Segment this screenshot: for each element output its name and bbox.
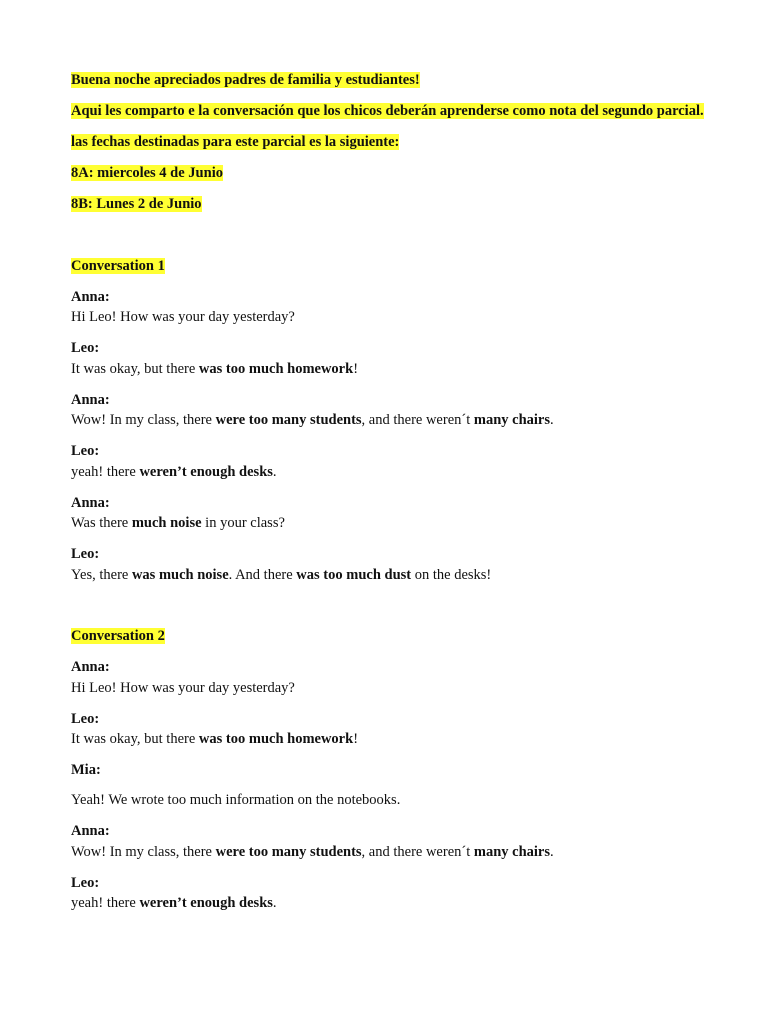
- dialogue-line: [71, 307, 711, 328]
- date-8a-text: 8A: miercoles 4 de Junio: [71, 165, 223, 181]
- line-text: .: [550, 843, 554, 860]
- intro-section: [71, 70, 711, 215]
- emphasis-phrase: many chairs: [473, 412, 550, 428]
- line-text: Yes, there: [71, 566, 132, 583]
- line-text: in your class?: [201, 515, 285, 531]
- dialogue-turn: [71, 657, 711, 698]
- dialogue-turn: [71, 709, 711, 750]
- dialogue-line: [71, 790, 711, 811]
- date-8a-paragraph: [71, 163, 711, 184]
- line-text: It was okay, but there: [71, 731, 199, 747]
- speaker-name: Anna:: [71, 288, 110, 305]
- dialogue-turn: [71, 544, 711, 585]
- emphasis-phrase: was too much dust: [296, 566, 412, 583]
- dialogue-turn: [71, 873, 711, 914]
- share-paragraph: [71, 101, 711, 122]
- conversation-1-title: [71, 256, 711, 277]
- dialogue-turn: [71, 760, 711, 811]
- emphasis-phrase: was too much homework: [198, 360, 354, 377]
- dialogue-line: [71, 893, 711, 914]
- line-text: !: [353, 731, 359, 747]
- date-8b-paragraph: [71, 194, 711, 215]
- dialogue-turn: [71, 390, 711, 431]
- dialogue-turn: [71, 821, 711, 862]
- conversation-1-title-text: Conversation 1: [71, 257, 165, 274]
- emphasis-phrase: were too many students: [215, 412, 362, 428]
- line-text: It was okay, but there: [71, 360, 199, 377]
- emphasis-phrase: weren’t enough desks: [139, 895, 273, 911]
- line-text: on the desks!: [411, 566, 492, 583]
- line-text: Hi Leo! How was your day yesterday?: [71, 679, 295, 696]
- emphasis-phrase: was much noise: [131, 566, 229, 583]
- speaker-name: Leo:: [71, 546, 100, 562]
- line-text: Yeah! We wrote too much information on the notebooks.: [71, 792, 401, 808]
- emphasis-phrase: many chairs: [473, 843, 550, 860]
- greeting-text: Buena noche apreciados padres de familia y estudiantes!: [71, 72, 420, 88]
- speaker-name: Leo:: [71, 340, 100, 356]
- dialogue-turn: [71, 441, 711, 482]
- dialogue-turn: [71, 493, 711, 534]
- line-text: , and there weren´t: [361, 843, 474, 860]
- dates-heading-paragraph: [71, 132, 711, 153]
- line-text: yeah! there: [71, 463, 140, 480]
- dialogue-turn: [71, 287, 711, 328]
- line-text: , and there weren´t: [361, 412, 474, 428]
- emphasis-phrase: weren’t enough desks: [139, 463, 273, 480]
- line-text: Hi Leo! How was your day yesterday?: [71, 309, 295, 325]
- document-page: [71, 70, 711, 924]
- dialogue-line: [71, 462, 711, 483]
- date-8b-text: 8B: Lunes 2 de Junio: [71, 196, 202, 212]
- share-text: Aqui les comparto e la conversación que los chicos deberán aprenderse como nota del segundo parcial.: [71, 103, 704, 119]
- speaker-name: Anna:: [71, 823, 110, 839]
- line-text: Was there: [71, 515, 132, 531]
- dialogue-line: [71, 410, 711, 431]
- dialogue-line: [71, 678, 711, 699]
- speaker-name: Anna:: [71, 494, 110, 511]
- speaker-name: Leo:: [71, 443, 100, 459]
- line-text: .: [550, 412, 554, 428]
- line-text: Wow! In my class, there: [71, 412, 216, 428]
- dialogue-line: [71, 513, 711, 534]
- dialogue-line: [71, 359, 711, 380]
- dialogue-line: [71, 842, 711, 863]
- speaker-name: Leo:: [71, 874, 100, 891]
- speaker-name: Anna:: [71, 391, 110, 408]
- speaker-name: Leo:: [71, 710, 100, 727]
- line-text: yeah! there: [71, 895, 140, 911]
- line-text: .: [272, 463, 277, 480]
- dialogue-line: [71, 729, 711, 750]
- line-text: . And there: [228, 566, 297, 583]
- line-text: !: [353, 360, 359, 377]
- line-text: Wow! In my class, there: [71, 843, 216, 860]
- speaker-name: Mia:: [71, 762, 101, 778]
- line-text: .: [272, 895, 277, 911]
- dialogue-turn: [71, 338, 711, 379]
- greeting-paragraph: [71, 70, 711, 91]
- emphasis-phrase: much noise: [131, 515, 202, 531]
- conversation-2-title-text: Conversation 2: [71, 628, 165, 644]
- dialogue-line: [71, 565, 711, 586]
- emphasis-phrase: was too much homework: [198, 731, 354, 747]
- emphasis-phrase: were too many students: [215, 843, 362, 860]
- speaker-name: Anna:: [71, 659, 110, 675]
- dates-heading-text: las fechas destinadas para este parcial es la siguiente:: [71, 134, 400, 150]
- conversation-2-title: [71, 626, 711, 647]
